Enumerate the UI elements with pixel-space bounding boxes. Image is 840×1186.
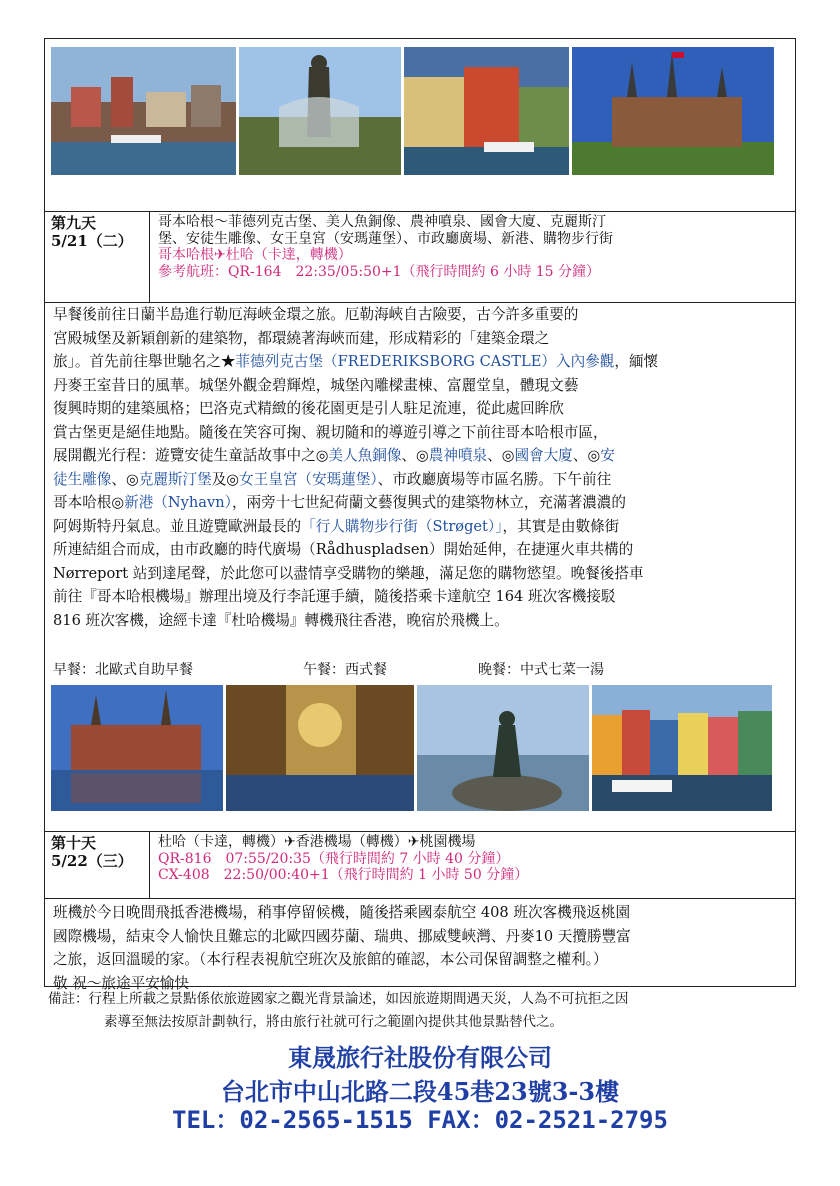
- day9-body-line: 早餐後前往日蘭半島進行勒厄海峽金環之旅。厄勒海峽自古險要，古今許多重要的: [53, 306, 579, 323]
- day10-date: 5/22（三）: [51, 852, 133, 870]
- day9-body-line: 徒生雕像、◎克麗斯汀堡及◎女王皇宮（安瑪蓮堡）、市政廳廣場等市區名勝。下午前往: [53, 470, 612, 488]
- day9-header: [45, 211, 795, 303]
- day10-description: [53, 901, 789, 995]
- photo-harbor-city: [51, 47, 236, 175]
- day9-body-line: 展開觀光行程：遊覽安徒生童話故事中之◎美人魚銅像、◎農神噴泉、◎國會大廈、◎安: [53, 447, 615, 464]
- day10-body-line: 國際機場，結束令人愉快且難忘的北歐四國芬蘭、瑞典、挪威雙峽灣、丹麥10 天攬勝豐富: [53, 927, 631, 945]
- day9-route-line2: 堡、安徒生雕像、女王皇宮（安瑪蓮堡）、市政廳廣場、新港、購物步行街: [158, 230, 613, 247]
- photo-strip-middle: [51, 685, 789, 811]
- photo-canal-houses: [404, 47, 569, 175]
- day10-day: 第十天: [51, 834, 97, 852]
- day9-body-line: 所連結組合而成，由市政廳的時代廣場（Rådhuspladsen）開始延伸，在捷運火車共構的: [53, 541, 634, 558]
- lunch-text: 午餐：西式餐: [303, 662, 387, 678]
- day9-label: [45, 212, 150, 302]
- day10-flight2: CX-408 22:50/00:40+1（飛行時間約 1 小時 50 分鐘）: [158, 867, 529, 883]
- day10-label: [45, 832, 150, 898]
- day9-date: 5/21（二）: [51, 232, 133, 250]
- day9-route-line1: 哥本哈根～菲德列克古堡、美人魚銅像、農神噴泉、國會大廈、克麗斯汀: [158, 214, 606, 230]
- day9-route: [150, 212, 795, 302]
- photo-kronborg-castle: [572, 47, 774, 175]
- company-address: 台北市中山北路二段45巷23號3-3樓: [220, 1077, 620, 1106]
- company-contact: TEL：02-2565-1515 FAX：02-2521-2795: [172, 1106, 668, 1134]
- frederiksborg-castle-highlight: 菲德列克古堡（FREDERIKSBORG CASTLE）入內參觀: [235, 353, 615, 370]
- day10-route: [150, 832, 795, 898]
- note: [48, 988, 788, 1034]
- day9-body-line: 哥本哈根◎新港（Nyhavn），兩旁十七世紀荷蘭文藝復興式的建築物林立，充滿著濃濃的: [53, 494, 626, 511]
- day10-body-line: 之旅，返回溫暖的家。（本行程表視航空班次及旅館的確認，本公司保留調整之權利。）: [53, 951, 608, 968]
- day9-body-line: 旅」。首先前往舉世馳名之★菲德列克古堡（FREDERIKSBORG CASTLE）入內參觀，緬懷: [53, 353, 659, 370]
- photo-castle-interior: [226, 685, 414, 811]
- day9-body-line: 宮殿城堡及新穎創新的建築物，都環繞著海峽而建，形成精彩的「建築金環之: [53, 329, 550, 347]
- breakfast-text: 早餐：北歐式自助早餐: [53, 662, 193, 678]
- itinerary-frame: [44, 38, 796, 992]
- day9-body-line: 前往『哥本哈根機場』辦理出境及行李託運手續，隨後搭乘卡達航空 164 班次客機接駁: [53, 588, 616, 605]
- day9-body-line: 賞古堡更是絕佳地點。隨後在笑容可掬、親切隨和的導遊引導之下前往哥本哈根市區，: [53, 423, 608, 441]
- day10-body-line: 班機於今日晚間飛抵香港機場，稍事停留候機，隨後搭乘國泰航空 408 班次客機飛返桃園: [53, 904, 631, 921]
- day9-body-line: Nørreport 站到達尾聲，於此您可以盡情享受購物的樂趣，滿足您的購物慾望。晚餐後搭車: [53, 564, 644, 582]
- day10-header: [45, 831, 795, 899]
- day9-body-line: 阿姆斯特丹氣息。並且遊覽歐洲最長的「行人購物步行街（Strøget）」，其實是由數條街: [53, 517, 620, 535]
- day10-route-line: 杜哈（卡達，轉機）✈香港機場（轉機）✈桃園機場: [158, 834, 476, 850]
- day9-ref-flight: 參考航班：QR-164 22:35/05:50+1（飛行時間約 6 小時 15 分鐘）: [158, 263, 601, 280]
- photo-nyhavn: [592, 685, 772, 811]
- day10-body-line: 敬 祝～旅途平安愉快: [53, 974, 189, 992]
- day9-day: 第九天: [51, 214, 97, 232]
- day9-body-line: 復興時期的建築風格；巴洛克式精緻的後花園更是引人駐足流連，從此處回眸欣: [53, 400, 564, 417]
- day9-flight-line: 哥本哈根✈杜哈（卡達，轉機）: [158, 247, 352, 263]
- day9-meals: [53, 659, 789, 679]
- company-name: 東晟旅行社股份有限公司: [288, 1043, 552, 1072]
- note-line2: 素導至無法按原計劃執行，將由旅行社就可行之範圍內提供其他景點替代之。: [104, 1014, 563, 1030]
- photo-little-mermaid: [417, 685, 589, 811]
- note-line1: 備註：行程上所載之景點係依旅遊國家之觀光背景論述，如因旅遊期間遇天災，人為不可抗拒之因: [48, 991, 629, 1007]
- day9-body-line: 816 班次客機，途經卡達『杜哈機場』轉機飛往香港，晚宿於飛機上。: [53, 611, 509, 629]
- photo-strip-top: [51, 47, 789, 175]
- day10-flight1: QR-816 07:55/20:35（飛行時間約 7 小時 40 分鐘）: [158, 850, 510, 867]
- dinner-text: 晚餐：中式七菜一湯: [478, 662, 604, 678]
- photo-fountain-statue: [239, 47, 401, 175]
- day9-description: [53, 303, 789, 632]
- day9-body-line: 丹麥王室昔日的風華。城堡外觀金碧輝煌，城堡內雕樑畫棟、富麗堂皇，體現文藝: [53, 376, 579, 394]
- photo-frederiksborg: [51, 685, 223, 811]
